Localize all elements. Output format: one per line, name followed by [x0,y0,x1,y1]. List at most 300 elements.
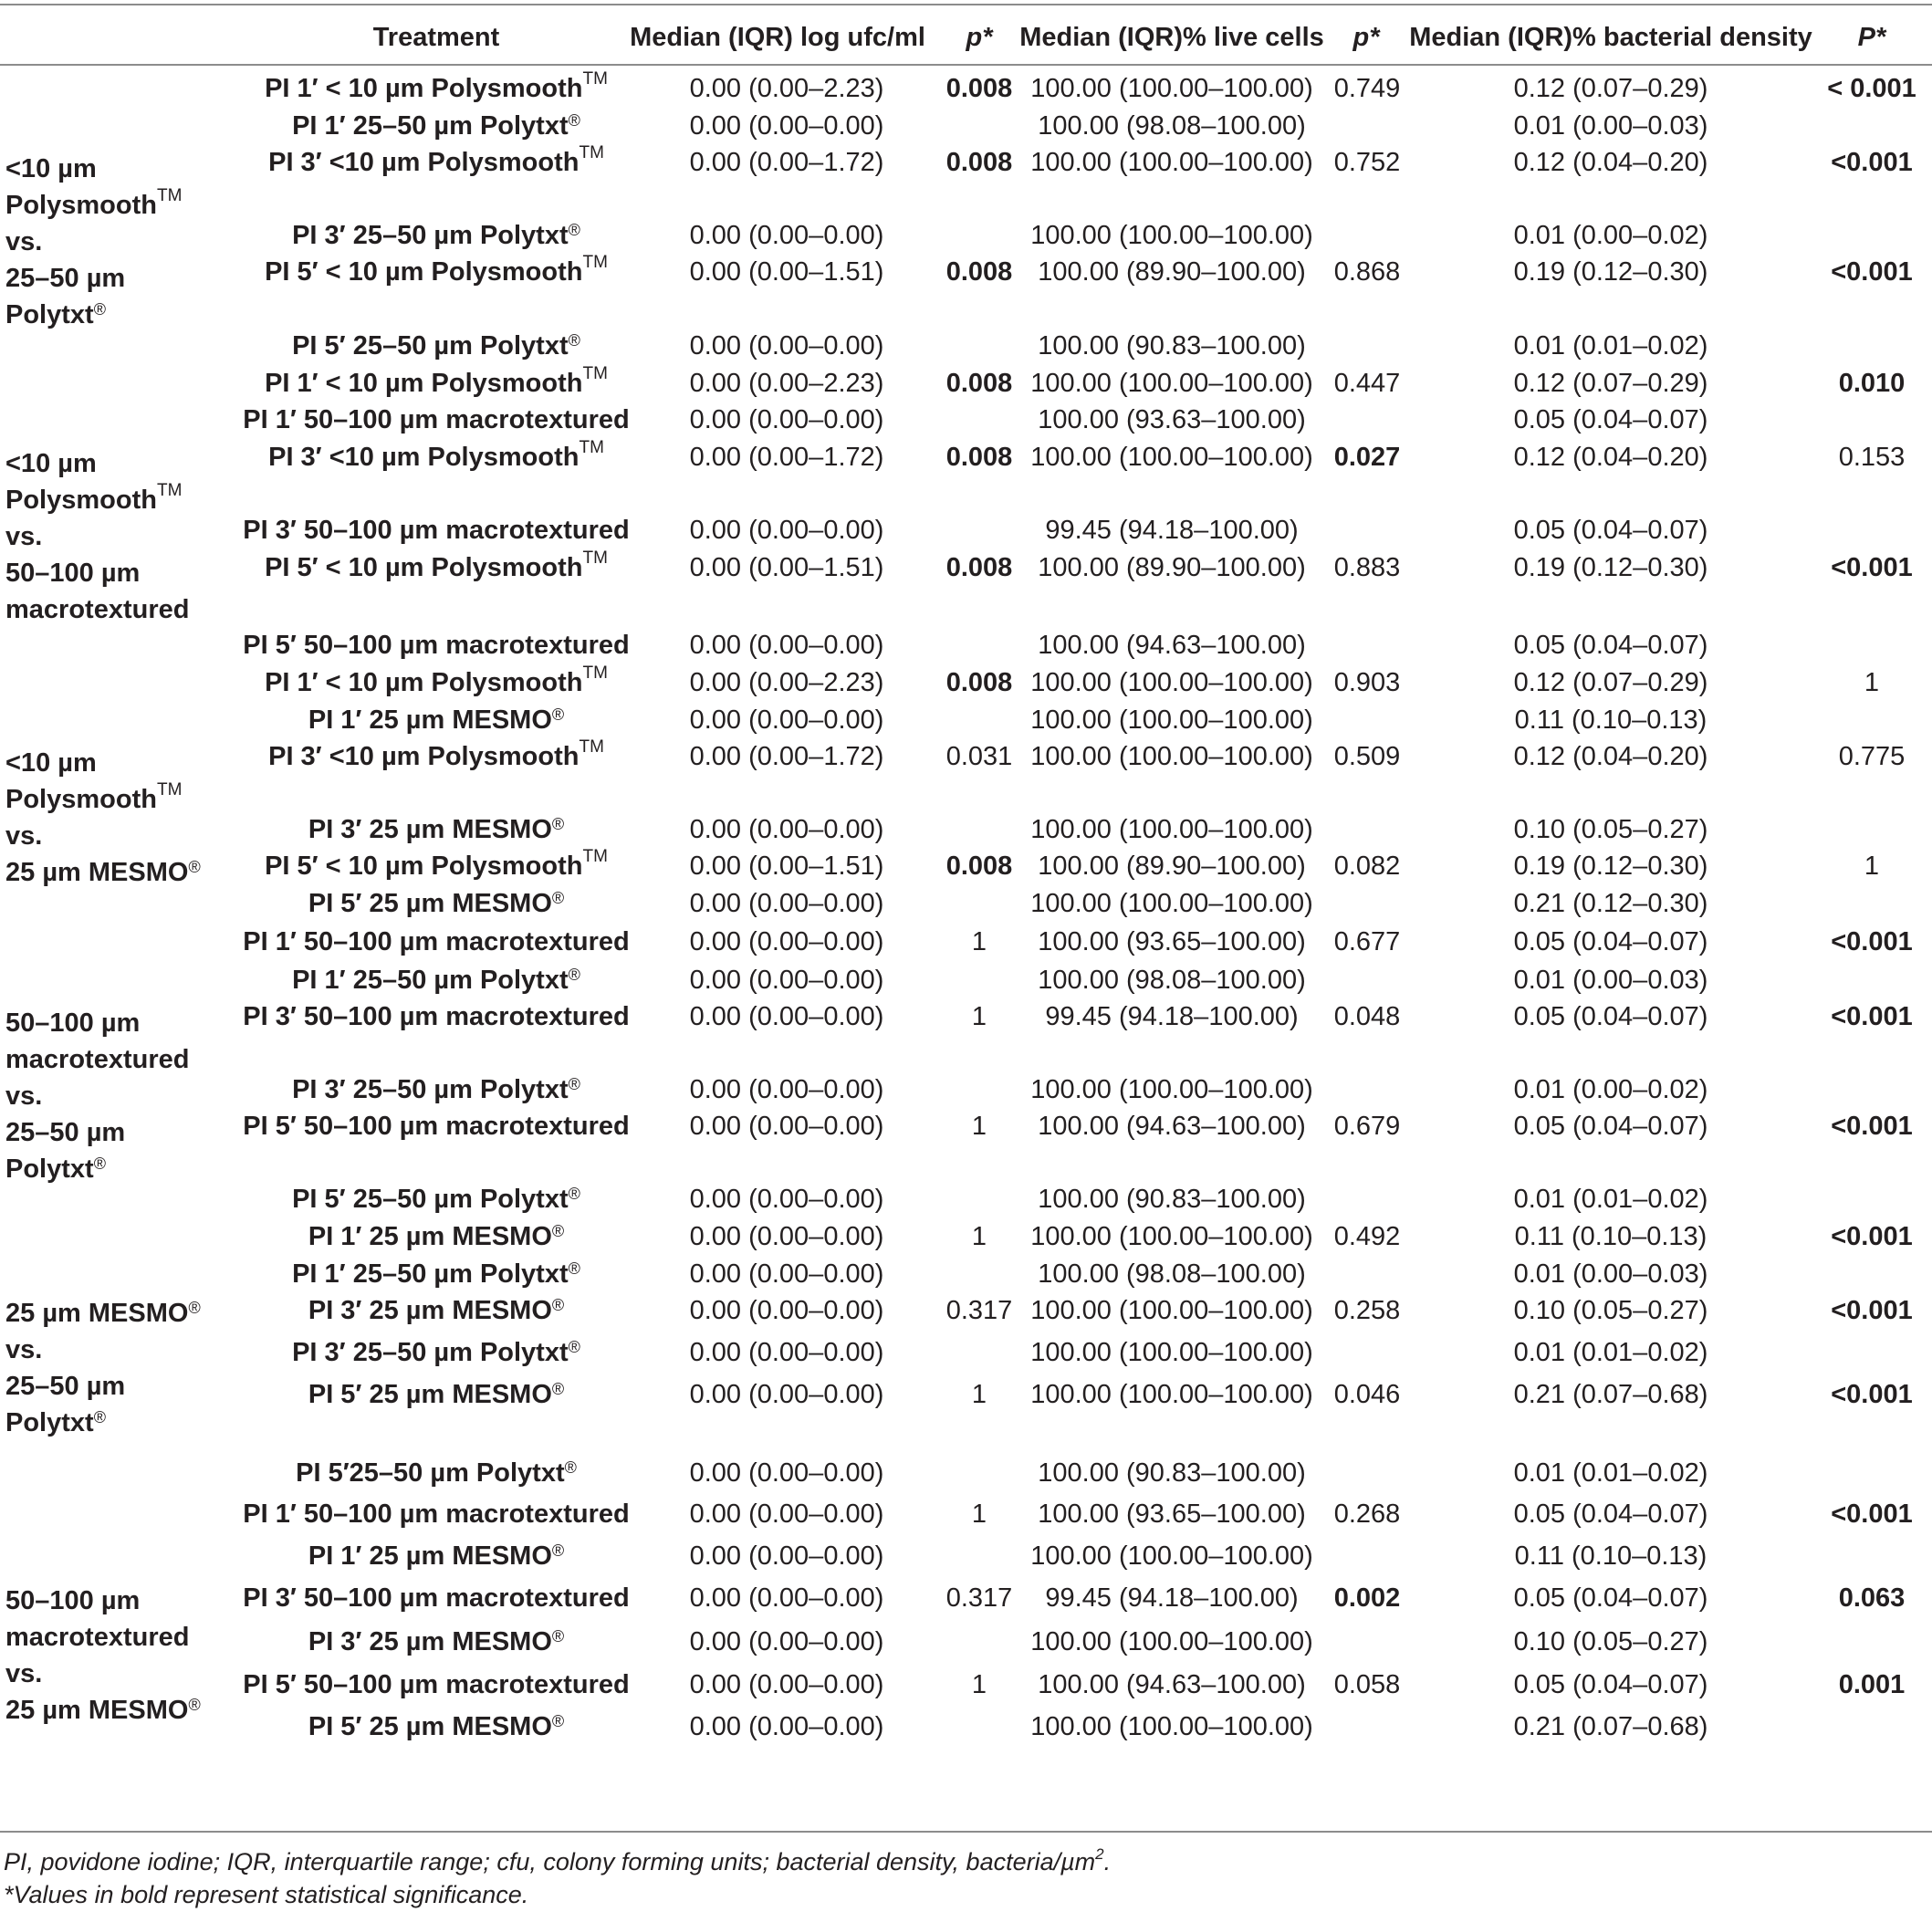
cell-bacterial-density: 0.01 (0.00–0.02) [1513,1075,1708,1104]
table-row-treatment [243,630,629,661]
cell-live-cells: 99.45 (94.18–100.00) [1045,516,1299,545]
cell-p-live: 0.082 [1333,852,1401,881]
group-label-line [5,745,201,781]
cell-log-cfu: 0.00 (0.00–0.00) [689,1296,884,1325]
group-label [5,1295,201,1441]
table-row-treatment [292,220,580,251]
cell-live-cells: 100.00 (98.08–100.00) [1038,111,1306,141]
header-log-cfu: Median (IQR) log ufc/ml [630,23,925,52]
cell-p-live: 0.509 [1333,742,1401,771]
cell-log-cfu: 0.00 (0.00–0.00) [689,1259,884,1289]
treatment-text: PI 1′ 25–50 µm Polytxt [292,1259,569,1289]
treatment-text: PI 1′ 25–50 µm Polytxt [292,966,569,995]
cell-log-cfu: 0.00 (0.00–0.00) [689,1712,884,1741]
registered-mark: ® [188,1299,201,1317]
cell-live-cells: 99.45 (94.18–100.00) [1045,1583,1299,1613]
cell-p-live: 0.268 [1333,1499,1401,1529]
registered-mark: ® [188,1696,201,1714]
cell-p-live: 0.679 [1333,1112,1401,1141]
cell-bacterial-density: 0.21 (0.07–0.68) [1513,1712,1708,1741]
cell-bacterial-density: 0.01 (0.01–0.02) [1513,1458,1708,1488]
cell-log-cfu: 0.00 (0.00–0.00) [689,631,884,660]
registered-mark: ® [568,1338,580,1356]
treatment-text: PI 1′ 50–100 µm macrotextured [243,927,630,956]
group-label-text: Polysmooth [5,486,157,515]
trademark-mark: TM [579,143,604,162]
cell-p-density: 1 [1864,668,1880,697]
cell-log-cfu: 0.00 (0.00–0.00) [689,1583,884,1613]
cell-log-cfu: 0.00 (0.00–0.00) [689,1458,884,1488]
group-label-text: Polytxt [5,1408,94,1437]
cell-live-cells: 100.00 (100.00–100.00) [1030,1380,1313,1409]
trademark-mark: TM [582,847,608,866]
group-label-line [5,297,182,333]
cell-live-cells: 100.00 (100.00–100.00) [1030,1338,1313,1367]
treatment-text: PI 5′25–50 µm Polytxt [296,1458,565,1488]
table-row-treatment [268,737,604,772]
trademark-mark: TM [579,438,604,457]
table-row-treatment [308,1711,564,1742]
group-label-line [5,1151,189,1187]
cell-live-cells: 100.00 (93.65–100.00) [1038,1499,1306,1529]
cell-live-cells: 100.00 (90.83–100.00) [1038,331,1306,360]
group-label [5,445,189,628]
cell-p-density: 0.063 [1838,1583,1906,1613]
group-label-text: 25 µm MESMO [5,1696,189,1725]
cell-log-cfu: 0.00 (0.00–0.00) [689,705,884,735]
group-label-text: 25–50 µm [5,1118,126,1147]
bottom-rule [0,1831,1932,1833]
table-row-treatment [292,1259,580,1290]
cell-bacterial-density: 0.12 (0.07–0.29) [1513,369,1708,398]
trademark-mark: TM [579,737,604,757]
group-label-line [5,1583,201,1619]
cell-p-live: 0.046 [1333,1380,1401,1409]
cell-bacterial-density: 0.11 (0.10–0.13) [1514,705,1707,735]
header-p-live: p* [1352,23,1380,52]
cell-bacterial-density: 0.01 (0.00–0.03) [1513,966,1708,995]
trademark-mark: TM [582,364,608,383]
group-label-line [5,781,201,818]
treatment-text: PI 5′ < 10 µm Polysmooth [265,852,583,881]
cell-p-live: 0.258 [1333,1296,1401,1325]
treatment-text: PI 3′ 50–100 µm macrotextured [243,1583,630,1613]
cell-log-cfu: 0.00 (0.00–2.23) [689,369,884,398]
group-label-line [5,1368,201,1405]
trademark-mark: TM [156,481,183,500]
cell-bacterial-density: 0.01 (0.01–0.02) [1513,331,1708,360]
registered-mark: ® [188,858,201,876]
cell-bacterial-density: 0.01 (0.01–0.02) [1513,1338,1708,1367]
cell-p-density: <0.001 [1831,148,1913,177]
group-label-text: macrotextured [5,1045,190,1074]
cell-bacterial-density: 0.12 (0.07–0.29) [1513,668,1708,697]
treatment-text: PI 1′ 25 µm MESMO [308,705,552,735]
cell-bacterial-density: 0.05 (0.04–0.07) [1513,1670,1708,1699]
trademark-mark: TM [582,663,608,683]
treatment-text: PI 1′ < 10 µm Polysmooth [265,74,583,103]
cell-live-cells: 100.00 (94.63–100.00) [1038,1112,1306,1141]
group-label-text: 50–100 µm [5,559,141,588]
cell-p-live: 0.883 [1333,553,1401,582]
group-label-line [5,518,189,555]
cell-log-cfu: 0.00 (0.00–0.00) [689,1541,884,1571]
cell-p-live: 0.002 [1333,1583,1401,1613]
cell-p-log: 0.008 [945,74,1013,103]
cell-log-cfu: 0.00 (0.00–0.00) [689,221,884,250]
cell-live-cells: 100.00 (94.63–100.00) [1038,631,1306,660]
cell-p-density: < 0.001 [1827,74,1916,103]
group-label-line [5,854,201,891]
registered-mark: ® [564,1458,577,1477]
cell-bacterial-density: 0.21 (0.12–0.30) [1513,889,1708,918]
cell-live-cells: 100.00 (89.90–100.00) [1038,257,1306,287]
group-label-text: macrotextured [5,1623,190,1652]
cell-log-cfu: 0.00 (0.00–0.00) [689,815,884,844]
treatment-text: PI 3′ 25 µm MESMO [308,1296,552,1325]
cell-p-log: 0.008 [945,257,1013,287]
cell-p-log: 0.008 [945,148,1013,177]
group-label-line [5,1656,201,1692]
registered-mark: ® [568,1259,580,1278]
cell-p-log: 1 [971,1499,987,1529]
registered-mark: ® [551,705,565,724]
group-label-line [5,1295,201,1332]
cell-log-cfu: 0.00 (0.00–0.00) [689,1002,884,1031]
cell-bacterial-density: 0.05 (0.04–0.07) [1513,631,1708,660]
treatment-text: PI 5′ 50–100 µm macrotextured [243,631,630,660]
cell-bacterial-density: 0.12 (0.04–0.20) [1513,443,1708,472]
table-row-treatment [292,330,580,361]
cell-bacterial-density: 0.10 (0.05–0.27) [1513,815,1708,844]
cell-p-live: 0.492 [1333,1222,1401,1251]
group-label-line [5,1692,201,1729]
registered-mark: ® [93,1155,106,1173]
group-label-text: <10 µm [5,154,97,183]
cell-live-cells: 100.00 (100.00–100.00) [1030,1712,1313,1741]
table-row-treatment [292,110,580,141]
cell-bacterial-density: 0.19 (0.12–0.30) [1513,553,1708,582]
group-label-line [5,1005,189,1041]
registered-mark: ® [568,1185,580,1203]
cell-live-cells: 99.45 (94.18–100.00) [1045,1002,1299,1031]
cell-live-cells: 100.00 (93.65–100.00) [1038,927,1306,956]
cell-p-live: 0.903 [1333,668,1401,697]
cell-live-cells: 100.00 (100.00–100.00) [1030,1075,1313,1104]
treatment-text: PI 1′ 50–100 µm macrotextured [243,1499,630,1529]
table-row-treatment [268,438,604,473]
cell-bacterial-density: 0.01 (0.00–0.02) [1513,221,1708,250]
cell-live-cells: 100.00 (94.63–100.00) [1038,1670,1306,1699]
table-row-treatment [308,1626,564,1657]
group-label [5,1583,201,1729]
registered-mark: ® [551,1712,565,1730]
cell-p-density: 0.001 [1838,1670,1906,1699]
cell-live-cells: 100.00 (100.00–100.00) [1030,1296,1313,1325]
group-label-text: <10 µm [5,748,97,778]
cell-bacterial-density: 0.05 (0.04–0.07) [1513,1583,1708,1613]
group-label [5,151,182,333]
treatment-text: PI 3′ 25–50 µm Polytxt [292,1075,569,1104]
registered-mark: ® [568,111,580,130]
cell-log-cfu: 0.00 (0.00–1.51) [689,553,884,582]
cell-bacterial-density: 0.19 (0.12–0.30) [1513,257,1708,287]
trademark-mark: TM [156,780,183,799]
registered-mark: ® [568,221,580,239]
cell-live-cells: 100.00 (100.00–100.00) [1030,221,1313,250]
table-row-treatment [308,1221,564,1252]
group-label-line [5,591,189,628]
registered-mark: ® [551,815,565,833]
table-row-treatment [292,1337,580,1368]
cell-p-density: 1 [1864,852,1880,881]
registered-mark: ® [551,1296,565,1314]
cell-log-cfu: 0.00 (0.00–0.00) [689,1112,884,1141]
cell-p-log: 0.008 [945,852,1013,881]
cell-p-log: 0.317 [945,1583,1013,1613]
table-row-treatment [265,69,608,104]
group-label-text: vs. [5,821,43,851]
cell-p-density: <0.001 [1831,927,1913,956]
table-row-treatment [308,814,564,845]
trademark-mark: TM [582,69,608,89]
treatment-text: PI 5′ 25–50 µm Polytxt [292,331,569,360]
table-row-treatment [292,965,580,996]
cell-p-live: 0.048 [1333,1002,1401,1031]
cell-p-density: <0.001 [1831,1002,1913,1031]
table-row-treatment [265,253,608,287]
group-label-text: Polytxt [5,300,94,329]
cell-log-cfu: 0.00 (0.00–2.23) [689,74,884,103]
cell-bacterial-density: 0.11 (0.10–0.13) [1514,1541,1707,1571]
group-label-line [5,445,189,482]
cell-bacterial-density: 0.12 (0.04–0.20) [1513,148,1708,177]
cell-log-cfu: 0.00 (0.00–1.72) [689,742,884,771]
treatment-text: PI 5′ < 10 µm Polysmooth [265,257,583,287]
cell-p-log: 1 [971,1222,987,1251]
cell-log-cfu: 0.00 (0.00–0.00) [689,331,884,360]
cell-live-cells: 100.00 (90.83–100.00) [1038,1458,1306,1488]
cell-live-cells: 100.00 (100.00–100.00) [1030,705,1313,735]
treatment-text: PI 5′ 25 µm MESMO [308,889,552,918]
cell-p-density: 0.010 [1838,369,1906,398]
cell-log-cfu: 0.00 (0.00–1.72) [689,443,884,472]
table-row-treatment [292,1074,580,1105]
cell-bacterial-density: 0.10 (0.05–0.27) [1513,1627,1708,1656]
treatment-text: PI 1′ 25 µm MESMO [308,1541,552,1571]
treatment-text: PI 1′ < 10 µm Polysmooth [265,668,583,697]
table-row-treatment [243,1111,629,1142]
group-label-line [5,187,182,224]
cell-log-cfu: 0.00 (0.00–0.00) [689,966,884,995]
treatment-text: PI 3′ 25–50 µm Polytxt [292,221,569,250]
cell-live-cells: 100.00 (100.00–100.00) [1030,1627,1313,1656]
cell-p-density: 0.775 [1838,742,1906,771]
cell-live-cells: 100.00 (100.00–100.00) [1030,148,1313,177]
table-row-treatment [243,1583,629,1614]
group-label [5,1005,189,1187]
cell-p-live: 0.677 [1333,927,1401,956]
registered-mark: ® [551,1627,565,1646]
cell-live-cells: 100.00 (100.00–100.00) [1030,742,1313,771]
group-label-line [5,482,189,518]
header-live-cells: Median (IQR)% live cells [1019,23,1324,52]
registered-mark: ® [93,300,106,319]
group-label-line [5,260,182,297]
group-label-text: vs. [5,1081,43,1111]
cell-p-live: 0.868 [1333,257,1401,287]
registered-mark: ® [568,966,580,984]
group-label-text: 25 µm MESMO [5,1299,189,1328]
cell-log-cfu: 0.00 (0.00–0.00) [689,1338,884,1367]
treatment-text: PI 5′ < 10 µm Polysmooth [265,553,583,582]
cell-bacterial-density: 0.05 (0.04–0.07) [1513,927,1708,956]
cell-bacterial-density: 0.05 (0.04–0.07) [1513,1002,1708,1031]
cell-live-cells: 100.00 (100.00–100.00) [1030,815,1313,844]
header-bacterial-density: Median (IQR)% bacterial density [1409,23,1812,52]
cell-bacterial-density: 0.01 (0.00–0.03) [1513,1259,1708,1289]
table-row-treatment [243,926,629,957]
table-row-treatment [308,1541,564,1572]
cell-p-log: 0.008 [945,668,1013,697]
cell-live-cells: 100.00 (98.08–100.00) [1038,966,1306,995]
cell-log-cfu: 0.00 (0.00–0.00) [689,889,884,918]
group-label-line [5,555,189,591]
treatment-text: PI 5′ 25–50 µm Polytxt [292,1185,569,1214]
table-row-treatment [243,404,629,435]
table-row-treatment [243,1499,629,1530]
cell-p-live: 0.027 [1333,443,1401,472]
footnote-significance: *Values in bold represent statistical significance. [4,1881,529,1908]
header-p-log: p* [966,23,993,52]
cell-bacterial-density: 0.12 (0.04–0.20) [1513,742,1708,771]
cell-bacterial-density: 0.12 (0.07–0.29) [1513,74,1708,103]
cell-live-cells: 100.00 (93.63–100.00) [1038,405,1306,434]
table-row-treatment [268,143,604,178]
cell-log-cfu: 0.00 (0.00–0.00) [689,405,884,434]
cell-bacterial-density: 0.01 (0.01–0.02) [1513,1185,1708,1214]
registered-mark: ® [551,1222,565,1240]
table-row-treatment [308,888,564,919]
cell-live-cells: 100.00 (100.00–100.00) [1030,668,1313,697]
group-label-text: 25 µm MESMO [5,858,189,887]
cell-p-log: 0.008 [945,443,1013,472]
table-row-treatment [265,364,608,399]
treatment-text: PI 3′ <10 µm Polysmooth [268,742,580,771]
group-label-line [5,1332,201,1368]
group-label-text: 25–50 µm [5,264,126,293]
cell-bacterial-density: 0.21 (0.07–0.68) [1513,1380,1708,1409]
cell-live-cells: 100.00 (100.00–100.00) [1030,1222,1313,1251]
treatment-text: PI 1′ 50–100 µm macrotextured [243,405,630,434]
cell-p-live: 0.058 [1333,1670,1401,1699]
cell-p-log: 1 [971,1112,987,1141]
group-label-line [5,1114,189,1151]
treatment-text: PI 3′ 25–50 µm Polytxt [292,1338,569,1367]
registered-mark: ® [568,1075,580,1093]
cell-p-density: <0.001 [1831,1222,1913,1251]
cell-log-cfu: 0.00 (0.00–0.00) [689,1670,884,1699]
cell-p-log: 1 [971,927,987,956]
cell-bacterial-density: 0.10 (0.05–0.27) [1513,1296,1708,1325]
cell-log-cfu: 0.00 (0.00–1.51) [689,257,884,287]
group-label-line [5,224,182,260]
table-row-treatment [243,1001,629,1032]
registered-mark: ® [568,331,580,350]
trademark-mark: TM [156,186,183,205]
cell-log-cfu: 0.00 (0.00–1.51) [689,852,884,881]
group-label-text: vs. [5,1659,43,1688]
group-label-line [5,1041,189,1078]
group-label-line [5,818,201,854]
group-label-text: macrotextured [5,595,190,624]
table-row-treatment [296,1458,577,1489]
group-label-text: 50–100 µm [5,1008,141,1038]
cell-p-live: 0.749 [1333,74,1401,103]
cell-p-density: <0.001 [1831,1380,1913,1409]
cell-log-cfu: 0.00 (0.00–0.00) [689,1185,884,1214]
cell-live-cells: 100.00 (100.00–100.00) [1030,889,1313,918]
cell-log-cfu: 0.00 (0.00–0.00) [689,516,884,545]
treatment-text: PI 3′ 50–100 µm macrotextured [243,1002,630,1031]
trademark-mark: TM [582,253,608,272]
group-label-text: 25–50 µm [5,1372,126,1401]
treatment-text: PI 1′ < 10 µm Polysmooth [265,369,583,398]
cell-p-density: <0.001 [1831,1499,1913,1529]
cell-log-cfu: 0.00 (0.00–0.00) [689,927,884,956]
treatment-text: PI 5′ 25 µm MESMO [308,1712,552,1741]
table-row-treatment [265,847,608,882]
cell-log-cfu: 0.00 (0.00–0.00) [689,111,884,141]
group-label-line [5,1078,189,1114]
table-row-treatment [308,1295,564,1326]
cell-log-cfu: 0.00 (0.00–1.72) [689,148,884,177]
table-row-treatment [308,705,564,736]
cell-p-log: 0.317 [945,1296,1013,1325]
cell-log-cfu: 0.00 (0.00–0.00) [689,1222,884,1251]
cell-p-density: 0.153 [1838,443,1906,472]
cell-log-cfu: 0.00 (0.00–0.00) [689,1380,884,1409]
treatment-text: PI 3′ <10 µm Polysmooth [268,443,580,472]
registered-mark: ® [551,1541,565,1560]
treatment-text: PI 3′ 25 µm MESMO [308,815,552,844]
cell-log-cfu: 0.00 (0.00–0.00) [689,1499,884,1529]
group-label-line [5,1619,201,1656]
group-label-line [5,1405,201,1441]
table-row-treatment [243,515,629,546]
table-row-treatment [243,1669,629,1700]
trademark-mark: TM [582,549,608,568]
cell-p-density: <0.001 [1831,1112,1913,1141]
header-p-density: P* [1857,23,1886,52]
treatment-text: PI 5′ 25 µm MESMO [308,1380,552,1409]
cell-live-cells: 100.00 (100.00–100.00) [1030,1541,1313,1571]
cell-live-cells: 100.00 (90.83–100.00) [1038,1185,1306,1214]
cell-p-log: 1 [971,1002,987,1031]
cell-p-log: 0.008 [945,553,1013,582]
treatment-text: PI 1′ 25 µm MESMO [308,1222,552,1251]
group-label-text: vs. [5,227,43,256]
registered-mark: ® [93,1408,106,1426]
cell-bacterial-density: 0.11 (0.10–0.13) [1514,1222,1707,1251]
group-label-text: Polysmooth [5,191,157,220]
cell-bacterial-density: 0.05 (0.04–0.07) [1513,516,1708,545]
cell-live-cells: 100.00 (100.00–100.00) [1030,443,1313,472]
group-label-text: Polysmooth [5,785,157,814]
group-label-text: 50–100 µm [5,1586,141,1615]
top-rule [0,4,1932,5]
registered-mark: ® [551,1380,565,1398]
